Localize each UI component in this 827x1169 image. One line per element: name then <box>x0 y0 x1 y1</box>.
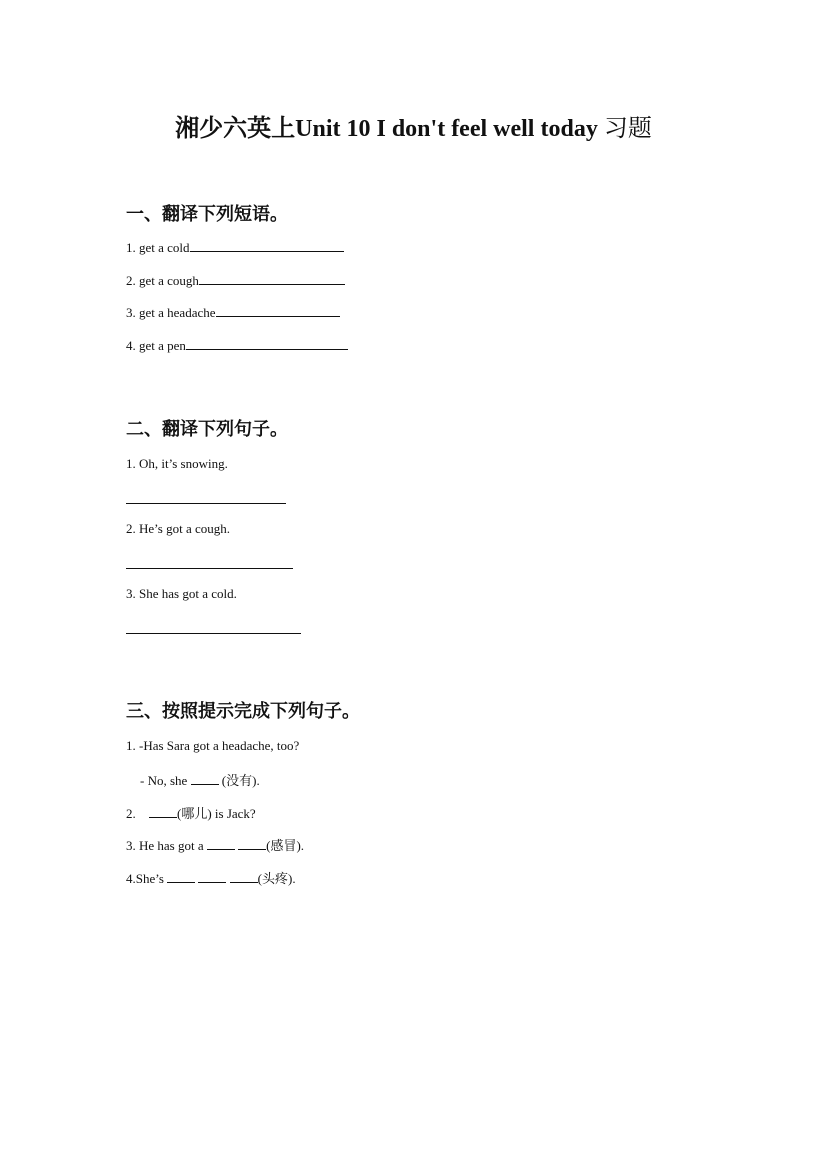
answer-blank[interactable] <box>238 837 266 850</box>
answer-line-1[interactable] <box>126 503 286 504</box>
answer-blank[interactable] <box>167 870 195 883</box>
prompt-text: - No, she <box>140 773 188 788</box>
title-suffix: 习题 <box>603 116 652 142</box>
hint-text: (没有). <box>221 773 260 788</box>
section-1-heading: 一、翻译下列短语。 <box>126 204 288 224</box>
hint-text: (头疼). <box>257 871 296 886</box>
answer-blank[interactable] <box>199 272 345 285</box>
section-3-heading: 三、按照提示完成下列句子。 <box>126 701 360 721</box>
completion-item-1a: 1. -Has Sara got a headache, too? <box>126 738 300 753</box>
prompt-text: 4.She’s <box>126 871 164 886</box>
phrase-text: 2. get a cough <box>126 273 199 288</box>
sentence-item-2: 2. He’s got a cough. <box>126 521 230 536</box>
hint-text: (感冒). <box>266 838 305 853</box>
phrase-item-1 <box>126 239 344 256</box>
prompt-text: 3. He has got a <box>126 838 204 853</box>
page-title <box>0 108 827 143</box>
answer-blank[interactable] <box>191 772 219 785</box>
answer-blank[interactable] <box>230 870 258 883</box>
answer-line-3[interactable] <box>126 633 301 634</box>
phrase-item-4 <box>126 337 348 354</box>
phrase-text: 1. get a cold <box>126 240 190 255</box>
title-main: Unit 10 I don't feel well today <box>295 116 598 142</box>
answer-blank[interactable] <box>198 870 226 883</box>
answer-blank[interactable] <box>149 805 177 818</box>
completion-item-1b <box>140 770 260 789</box>
completion-item-3 <box>126 835 304 854</box>
section-2-heading: 二、翻译下列句子。 <box>126 419 288 439</box>
hint-text: (哪儿) is Jack? <box>177 806 256 821</box>
completion-item-4 <box>126 868 296 887</box>
answer-line-2[interactable] <box>126 568 293 569</box>
title-prefix: 湘少六英上 <box>175 116 296 142</box>
prompt-text: 2. <box>126 806 136 821</box>
answer-blank[interactable] <box>190 239 344 252</box>
answer-blank[interactable] <box>216 304 340 317</box>
phrase-text: 3. get a headache <box>126 305 216 320</box>
phrase-text: 4. get a pen <box>126 338 186 353</box>
sentence-item-3: 3. She has got a cold. <box>126 586 237 601</box>
phrase-item-2 <box>126 272 345 289</box>
phrase-item-3 <box>126 304 340 321</box>
sentence-item-1: 1. Oh, it’s snowing. <box>126 456 228 471</box>
completion-item-2 <box>126 803 256 822</box>
answer-blank[interactable] <box>207 837 235 850</box>
answer-blank[interactable] <box>186 337 348 350</box>
